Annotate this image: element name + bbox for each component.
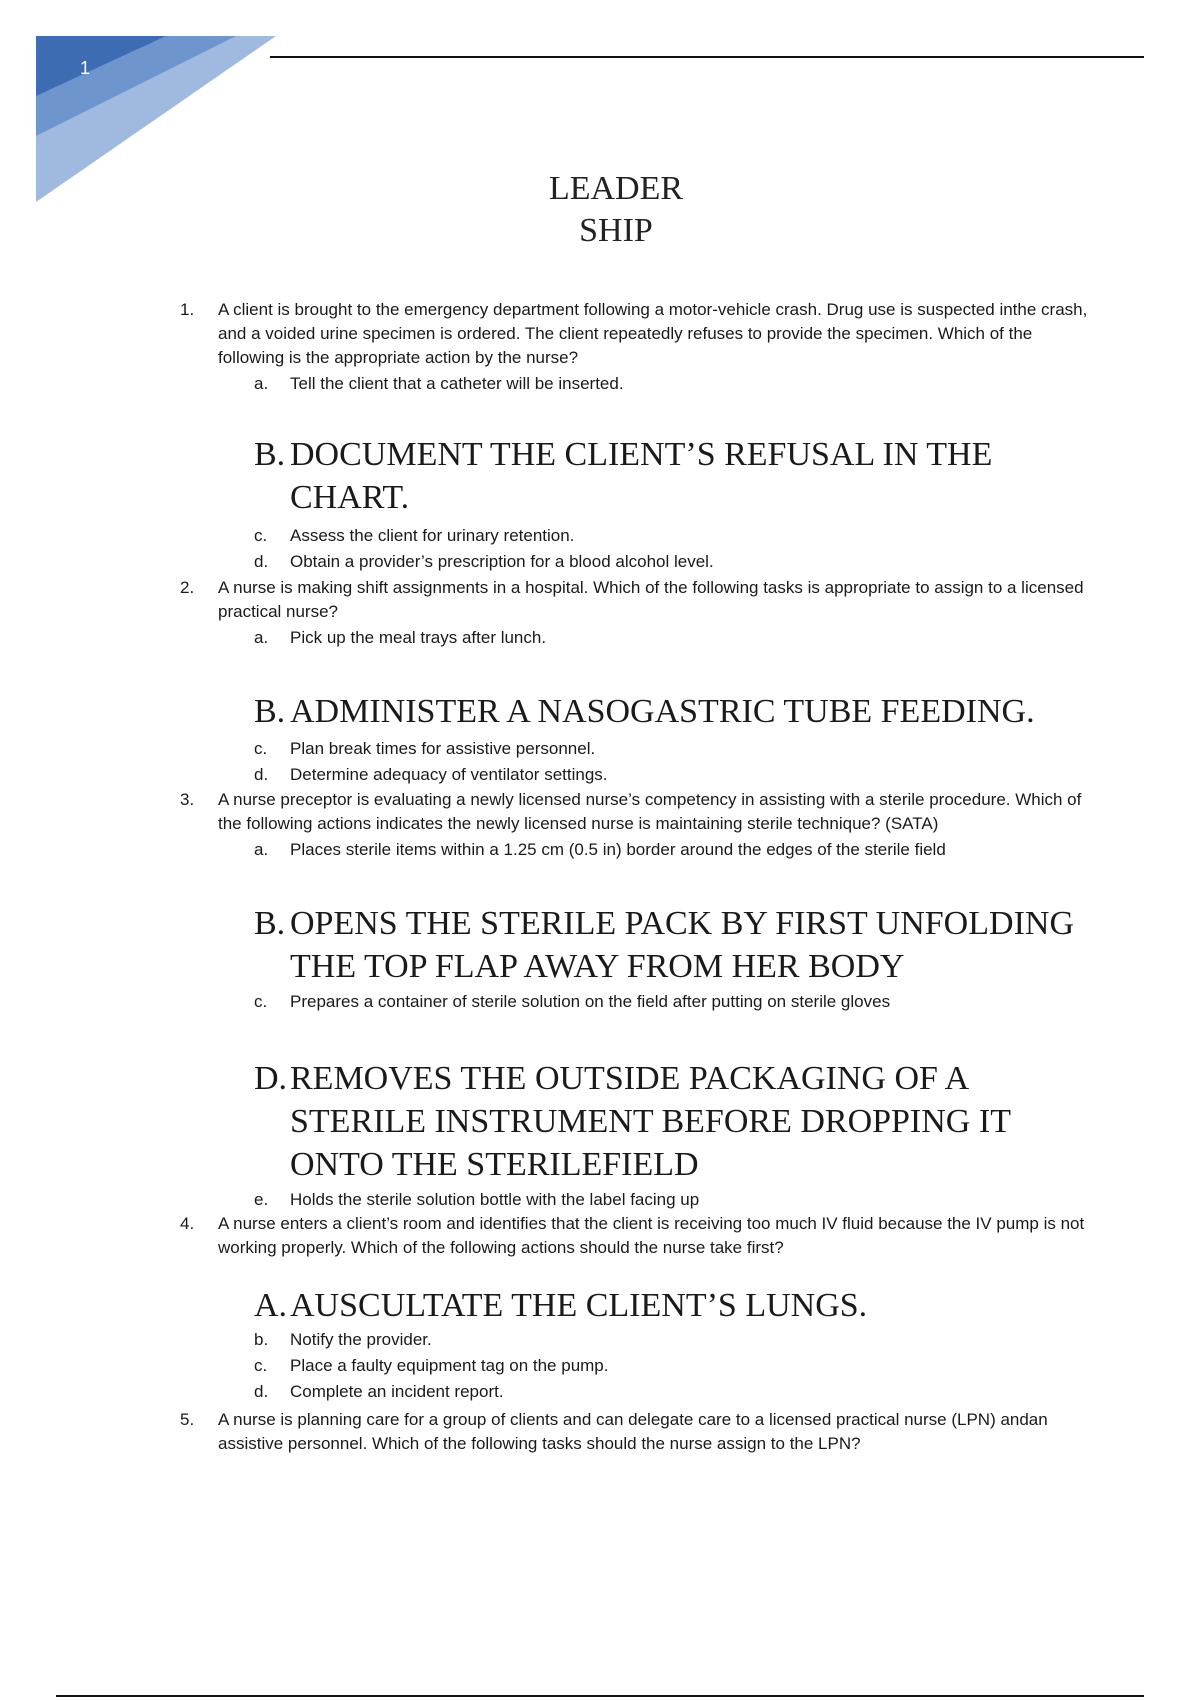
answer-letter: A.	[254, 1287, 288, 1324]
option-text: Notify the provider.	[290, 1330, 432, 1349]
document-title-line1: LEADER	[548, 170, 684, 207]
option-letter: c.	[254, 739, 268, 758]
option-text: Determine adequacy of ventilator settings.	[290, 765, 608, 784]
option-text: Complete an incident report.	[290, 1382, 504, 1401]
option-letter: e.	[254, 1190, 269, 1209]
option-letter: c.	[254, 992, 268, 1011]
question-number: 2.	[180, 578, 195, 597]
option-text: Prepares a container of sterile solution on the field after putting on sterile gloves	[290, 992, 891, 1011]
header-rule	[270, 56, 1144, 58]
option-text: Places sterile items within a 1.25 cm (0.5 in) border around the edges of the sterile field	[290, 840, 946, 859]
question-5	[180, 1408, 1080, 1456]
footer-rule	[56, 1695, 1144, 1697]
option-letter: d.	[254, 765, 269, 784]
question-text: A nurse is planning care for a group of clients and can delegate care to a licensed practical nurse (LPN) andan assistive personnel. Which of the following tasks should the nurse assign to the LPN?	[218, 1410, 1048, 1453]
option-text: Assess the client for urinary retention.	[290, 526, 575, 545]
option-letter: a.	[254, 840, 269, 859]
option-letter: a.	[254, 374, 269, 393]
option-text: Obtain a provider’s prescription for a blood alcohol level.	[290, 552, 714, 571]
question-text: A client is brought to the emergency department following a motor-vehicle crash. Drug use is suspected inthe crash, and a voided urine specimen is ordered. The client repeatedly refuses to provide the specimen. Which of the following is the appropriate action by the nurse?	[218, 300, 1088, 367]
option-text: Place a faulty equipment tag on the pump.	[290, 1356, 609, 1375]
option-letter: b.	[254, 1330, 269, 1349]
question-3	[180, 788, 1080, 836]
answer-text: REMOVES THE OUTSIDE PACKAGING OF A STERILE INSTRUMENT BEFORE DROPPING IT ONTO THE STERILEFIELD	[290, 1060, 1011, 1183]
option-text: Tell the client that a catheter will be inserted.	[290, 374, 624, 393]
question-number: 5.	[180, 1410, 195, 1429]
option-letter: d.	[254, 1382, 269, 1401]
answer-letter: B.	[254, 693, 286, 730]
answer-text: AUSCULTATE THE CLIENT’S LUNGS.	[290, 1287, 868, 1324]
question-text: A nurse enters a client’s room and identifies that the client is receiving too much IV fluid because the IV pump is not working properly. Which of the following actions should the nurse take first?	[218, 1214, 1085, 1257]
option-letter: d.	[254, 552, 269, 571]
answer-letter: B.	[254, 436, 286, 473]
answer-letter: D.	[254, 1060, 288, 1097]
answer-letter: B.	[254, 905, 286, 942]
question-text: A nurse is making shift assignments in a hospital. Which of the following tasks is appropriate to assign to a licensed practical nurse?	[218, 578, 1084, 621]
option-text: Holds the sterile solution bottle with the label facing up	[290, 1190, 700, 1209]
answer-text: DOCUMENT THE CLIENT’S REFUSAL IN THE CHART.	[290, 436, 993, 516]
answer-text: ADMINISTER A NASOGASTRIC TUBE FEEDING.	[290, 693, 1035, 730]
question-1	[180, 298, 1088, 370]
option-letter: c.	[254, 1356, 268, 1375]
question-4	[180, 1212, 1085, 1260]
option-text: Pick up the meal trays after lunch.	[290, 628, 547, 647]
question-2	[180, 576, 1084, 624]
answer-text: OPENS THE STERILE PACK BY FIRST UNFOLDING THE TOP FLAP AWAY FROM HER BODY	[290, 905, 1074, 985]
document-title-line2: SHIP	[579, 212, 653, 249]
page-number: 1	[80, 58, 91, 78]
option-letter: a.	[254, 628, 269, 647]
question-number: 3.	[180, 790, 195, 809]
question-number: 4.	[180, 1214, 195, 1233]
option-text: Plan break times for assistive personnel.	[290, 739, 596, 758]
question-number: 1.	[180, 300, 195, 319]
question-text: A nurse preceptor is evaluating a newly licensed nurse’s competency in assisting with a sterile procedure. Which of the following actions indicates the newly licensed nurse is maintaining sterile technique? (SATA)	[218, 790, 1082, 833]
option-letter: c.	[254, 526, 268, 545]
